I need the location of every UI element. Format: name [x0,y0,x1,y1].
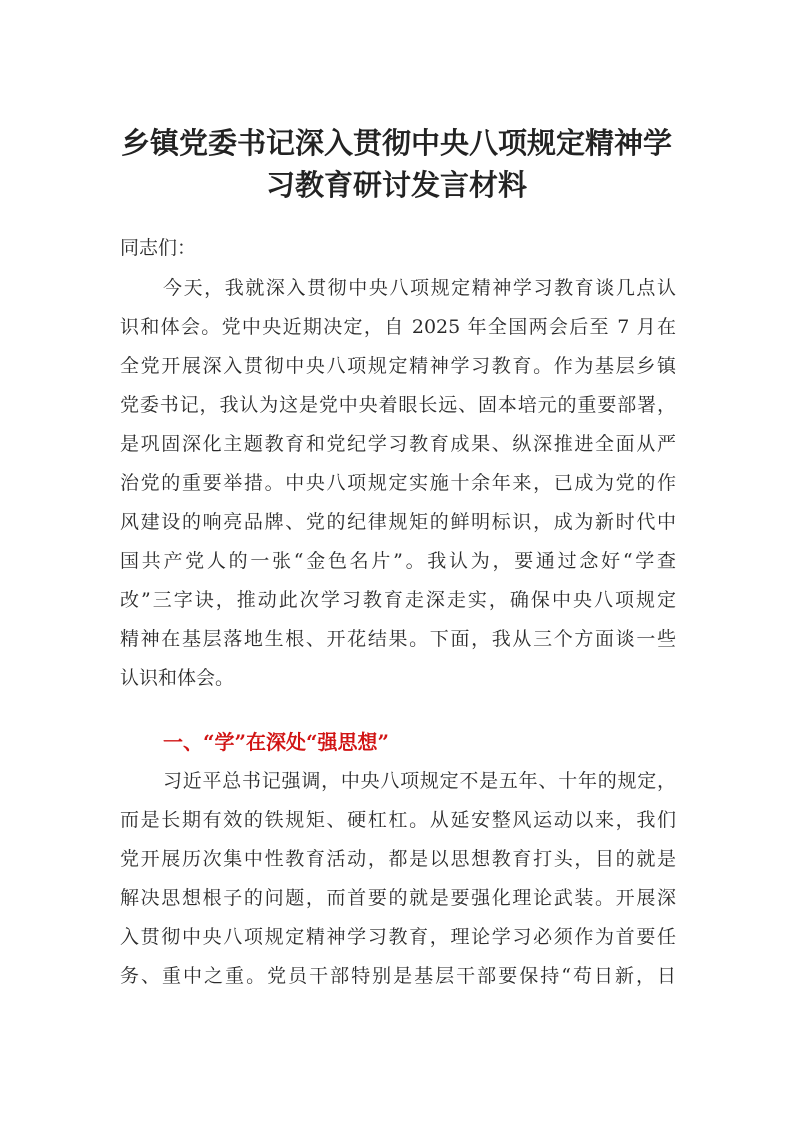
paragraph-2-line: 习近平总书记强调，中央八项规定不是五年、十年的规定， [163,770,676,792]
paragraph-1-line: 改”三字诀，推动此次学习教育走深走实，确保中央八项规定 [120,589,676,611]
paragraph-1-line: 国共产党人的一张“金色名片”。我认为，要通过念好“学查 [120,550,676,572]
paragraph-2-line: 解决思想根子的问题，而首要的就是要强化理论武装。开展深 [120,887,676,909]
paragraph-2-line: 党开展历次集中性教育活动，都是以思想教育打头，目的就是 [120,848,676,870]
section-heading-1: 一、“学”在深处“强思想” [163,730,390,754]
paragraph-1-line: 认识和体会。 [120,667,235,689]
paragraph-1-line: 今天，我就深入贯彻中央八项规定精神学习教育谈几点认 [163,277,676,299]
salutation: 同志们： [120,237,197,259]
paragraph-1-line: 党委书记，我认为这是党中央着眼长远、固本培元的重要部署， [120,394,676,416]
paragraph-2-line: 务、重中之重。党员干部特别是基层干部要保持“苟日新，日 [120,965,676,987]
paragraph-1-line: 风建设的响亮品牌、党的纪律规矩的鲜明标识，成为新时代中 [120,511,676,533]
paragraph-1-line: 治党的重要举措。中央八项规定实施十余年来，已成为党的作 [120,472,676,494]
paragraph-1-line: 全党开展深入贯彻中央八项规定精神学习教育。作为基层乡镇 [120,355,676,377]
paragraph-1-line: 精神在基层落地生根、开花结果。下面，我从三个方面谈一些 [120,628,676,650]
paragraph-2-line: 入贯彻中央八项规定精神学习教育，理论学习必须作为首要任 [120,926,676,948]
document-title-line-1: 乡镇党委书记深入贯彻中央八项规定精神学 [120,126,672,160]
document-title-line-2: 习教育研讨发言材料 [265,168,527,202]
paragraph-2-line: 而是长期有效的铁规矩、硬杠杠。从延安整风运动以来，我们 [120,809,676,831]
paragraph-1-line: 是巩固深化主题教育和党纪学习教育成果、纵深推进全面从严 [120,433,676,455]
paragraph-1-line: 识和体会。党中央近期决定，自 2025 年全国两会后至 7 月在 [120,316,676,338]
